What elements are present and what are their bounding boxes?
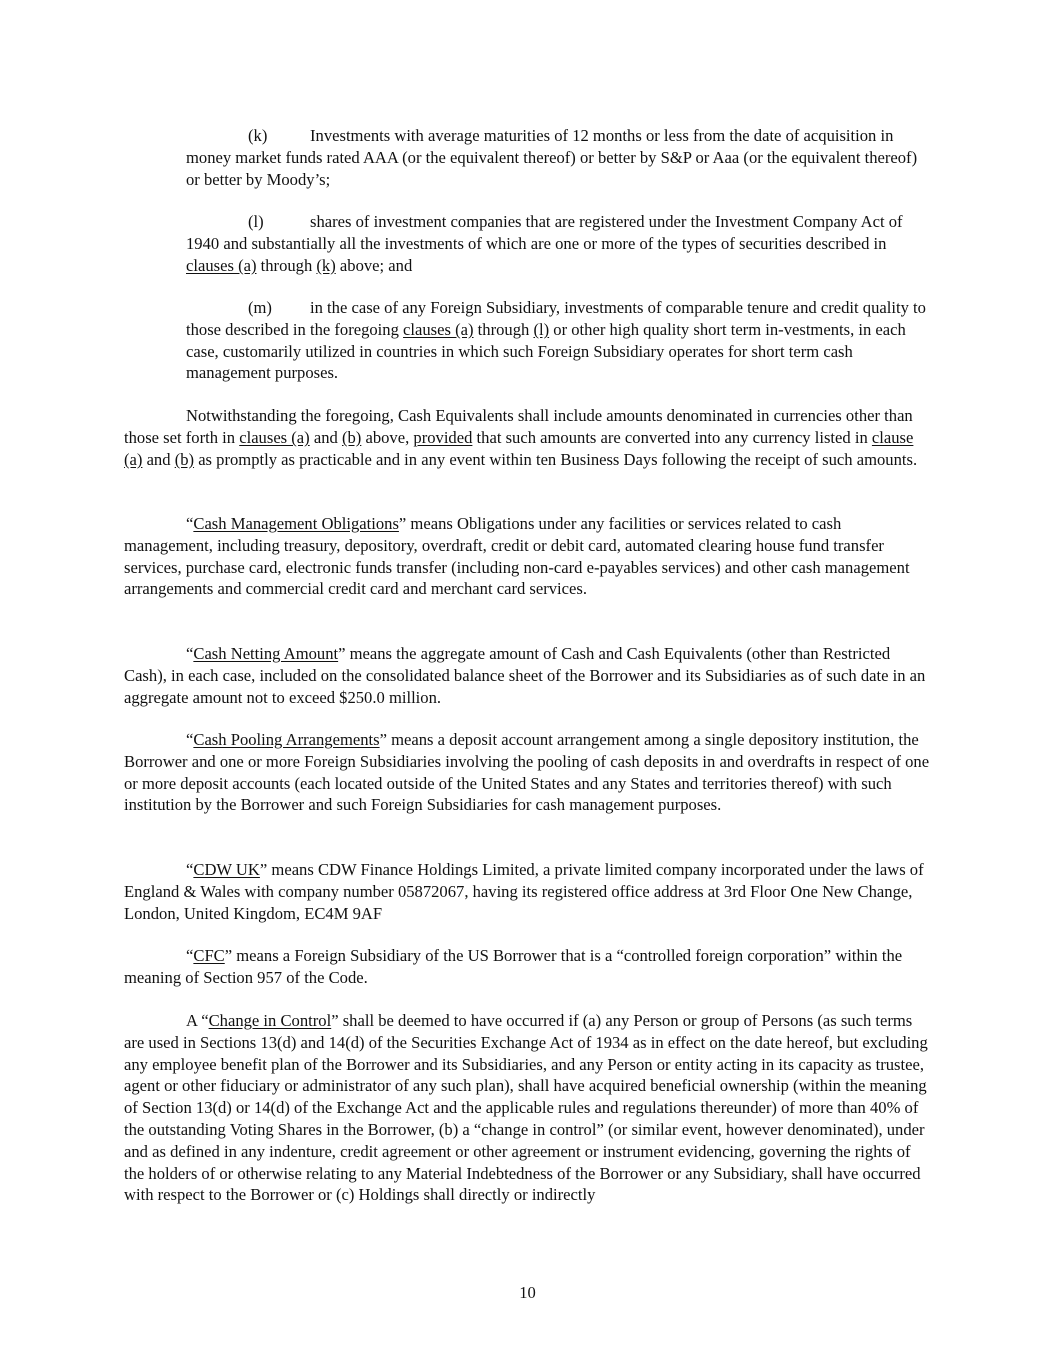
defined-term: Change in Control [208, 1011, 332, 1030]
clause-m [186, 297, 934, 384]
notwithstanding-ref-b-2: (b) [174, 449, 195, 469]
clause-k-text: Investments with average maturities of 12 months or less from the date of acquisition in money market funds rated AAA (or the equivalent thereof) or better by S&P or Aaa (or the equivalent thereof) or better by Moody’s; [186, 126, 918, 189]
clause-m-marker: (m) [248, 298, 272, 317]
notwithstanding-text-6: as promptly as practicable and in any event within ten Business Days following the receipt of such amounts. [194, 449, 918, 469]
clause-k-marker: (k) [248, 126, 268, 145]
clause-l-ref-k: (k) [316, 255, 336, 275]
definition-body: ” means a Foreign Subsidiary of the US Borrower that is a “controlled foreign corporation” within the meaning of Section 957 of the Code. [124, 946, 903, 987]
definition-cfc [124, 945, 934, 989]
clause-m-text-3: or other high quality short term in-vestments, in each case, customarily utilized in countries in which such Foreign Subsidiary operates for short term cash management purposes. [186, 319, 906, 383]
definition-open-quote: “ [186, 860, 194, 879]
definition-cash-management-obligations [124, 513, 934, 600]
definition-body: ” means the aggregate amount of Cash and Cash Equivalents (other than Restricted Cash), in each case, included on the consolidated balance sheet of the Borrower and its Subsidiaries as of such date in an aggregate amount not to exceed $250.0 million. [124, 644, 926, 707]
clause-m-ref-a: clauses (a) [403, 319, 474, 339]
notwithstanding-text-1: Notwithstanding the foregoing, Cash Equivalents shall include amounts denominated in currencies other than those set forth in [124, 406, 913, 447]
notwithstanding-paragraph [124, 405, 934, 470]
clause-m-text: in the case of any Foreign Subsidiary, investments of comparable tenure and credit quality to those described in the foregoing [186, 298, 926, 339]
definition-open-quote: “ [186, 644, 194, 663]
defined-term: CFC [193, 946, 225, 965]
defined-term: Cash Netting Amount [193, 644, 339, 663]
page-number: 10 [519, 1283, 536, 1302]
notwithstanding-ref-clauses-a: clauses (a) [239, 427, 310, 447]
clause-m-ref-l: (l) [533, 319, 550, 339]
notwithstanding-text-2: and [309, 427, 342, 447]
defined-term: CDW UK [193, 860, 260, 879]
defined-term: Cash Pooling Arrangements [193, 730, 380, 749]
clause-l [186, 211, 934, 276]
defined-term: Cash Management Obligations [193, 514, 399, 533]
notwithstanding-ref-provided: provided [413, 427, 473, 447]
definition-cdw-uk [124, 859, 934, 924]
definition-open-quote: “ [186, 514, 194, 533]
definition-cash-pooling-arrangements [124, 729, 934, 816]
clause-l-text: shares of investment companies that are registered under the Investment Company Act of 1940 and substantially all the investments of which are one or more of the types of securities described in [186, 212, 903, 253]
clause-k [186, 125, 934, 190]
definition-body: ” means Obligations under any facilities or services related to cash management, including treasury, depository, overdraft, credit or debit card, automated clearing house fund transfer services, purchase card, electronic funds transfer (including non-card e-payables services) and other cash management arrangements and commercial credit card and merchant card services. [124, 514, 910, 599]
definition-body: ” means CDW Finance Holdings Limited, a private limited company incorporated under the laws of England & Wales with company number 05872067, having its registered office address at 3rd Floor One New Change, London, United Kingdom, EC4M 9AF [124, 860, 924, 923]
notwithstanding-ref-b: (b) [341, 427, 362, 447]
definition-change-in-control [124, 1010, 934, 1206]
notwithstanding-text-5: and [142, 449, 175, 469]
clause-l-text-3: above; and [335, 255, 413, 275]
definition-open-quote: “ [186, 946, 194, 965]
clause-m-text-2: through [473, 319, 534, 339]
notwithstanding-text-4: that such amounts are converted into any currency listed in [472, 427, 872, 447]
definition-open-quote: A “ [186, 1011, 209, 1030]
clause-l-marker: (l) [248, 212, 264, 231]
clause-l-text-2: through [256, 255, 317, 275]
definition-cash-netting-amount [124, 643, 934, 708]
definition-body: ” shall be deemed to have occurred if (a) any Person or group of Persons (as such terms are used in Sections 13(d) and 14(d) of the Securities Exchange Act of 1934 as in effect on the date hereof, but excluding any employee benefit plan of the Borrower and its Subsidiaries, and any Person or entity acting in its capacity as trustee, agent or other fiduciary or administrator of any such plan), shall have acquired beneficial ownership (within the meaning of Section 13(d) or 14(d) of the Exchange Act and the applicable rules and regulations thereunder) of more than 40% of the outstanding Voting Shares in the Borrower, (b) a “change in control” (or similar event, however denominated), under and as defined in any indenture, credit agreement or other agreement or instrument evidencing, governing the rights of the holders of or otherwise relating to any Material Indebtedness of the Borrower or any Subsidiary, shall have occurred with respect to the Borrower or (c) Holdings shall directly or indirectly [124, 1011, 928, 1205]
definition-open-quote: “ [186, 730, 194, 749]
notwithstanding-ref-clause-a: clause (a) [124, 427, 914, 469]
notwithstanding-text-3: above, [361, 427, 414, 447]
clause-l-ref-a: clauses (a) [186, 255, 257, 275]
definition-body: ” means a deposit account arrangement among a single depository institution, the Borrower and one or more Foreign Subsidiaries involving the pooling of cash deposits in and overdrafts in respect of one or more deposit accounts (each located outside of the United States and any States and territories thereof) with such institution by the Borrower and such Foreign Subsidiaries for cash management purposes. [124, 730, 930, 815]
